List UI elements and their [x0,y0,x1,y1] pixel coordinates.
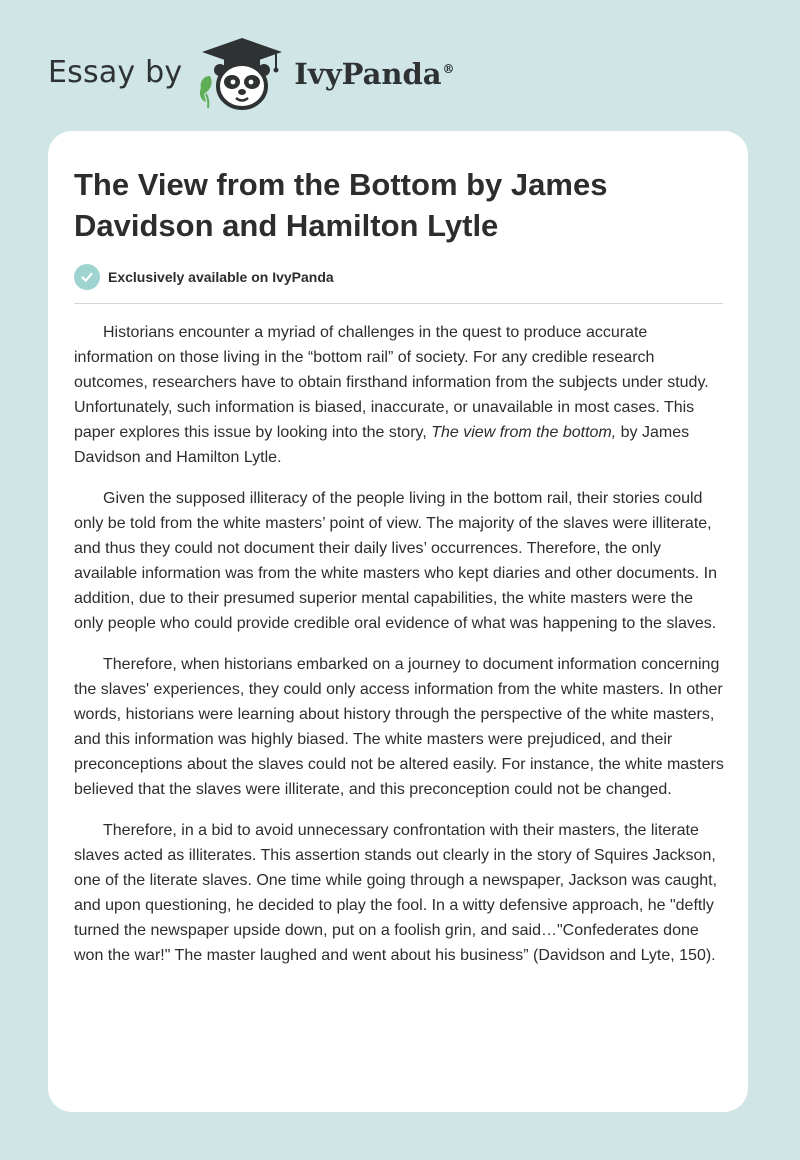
paragraph-2: Given the supposed illiteracy of the people living in the bottom rail, their stories could only be told from the white masters’ point of view. The majority of the slaves were illiterate, and thus they could not document their daily lives’ occurrences. Therefore, the only available information was from the white masters who kept diaries and other documents. In addition, due to their presumed superior mental capabilities, the white masters were the only people who could provide credible oral evidence of what was happening to the slaves. [74,490,717,632]
exclusive-badge-label: Exclusively available on IvyPanda [108,269,334,285]
panda-logo-icon[interactable] [196,36,288,112]
essay-by-label: Essay by [48,54,183,90]
checkmark-icon [74,264,100,290]
brand-name-text: IvyPanda [294,57,442,91]
registered-mark: ® [442,62,455,77]
site-header [48,36,455,112]
paragraph-1 [74,320,724,470]
ivypanda-brand-name[interactable] [294,57,454,91]
divider [74,303,723,304]
essay-card [48,131,748,1112]
exclusive-badge [74,264,334,290]
essay-title: The View from the Bottom by James Davidson and Hamilton Lytle [74,167,608,243]
paragraph-4: Therefore, in a bid to avoid unnecessary confrontation with their masters, the literate slaves acted as illiterates. This assertion stands out clearly in the story of Squires Jackson, one of the literate slaves. One time while going through a newspaper, Jackson was caught, and upon questioning, he decided to play the fool. In a witty defensive approach, he "deftly turned the newspaper upside down, put on a foolish grin, and said…"Confederates done won the war!" The master laughed and went about his business” (Davidson and Lyte, 150). [74,822,718,964]
essay-body [74,320,724,984]
paragraph-1-end: by James Davidson and Hamilton Lytle. [74,424,690,466]
paragraph-3: Therefore, when historians embarked on a journey to document information concerning the slaves' experiences, they could only access information from the white masters. In other words, historians were learning about history through the perspective of the white masters, and this information was highly biased. The white masters were prejudiced, and their preconceptions about the slaves could not be altered easily. For instance, the white masters believed that the slaves were illiterate, and this preconception could not be changed. [74,656,724,798]
leaf-icon [200,76,212,108]
paragraph-1-text: Historians encounter a myriad of challenges in the quest to produce accurate information on those living in the “bottom rail” of society. For any credible research outcomes, researchers have to obtain firsthand information from the subjects under study. Unfortunately, such information is biased, inaccurate, or unavailable in most cases. This paper explores this issue by looking into the story, [74,324,709,441]
story-title-italic: The view from the bottom, [431,424,617,441]
